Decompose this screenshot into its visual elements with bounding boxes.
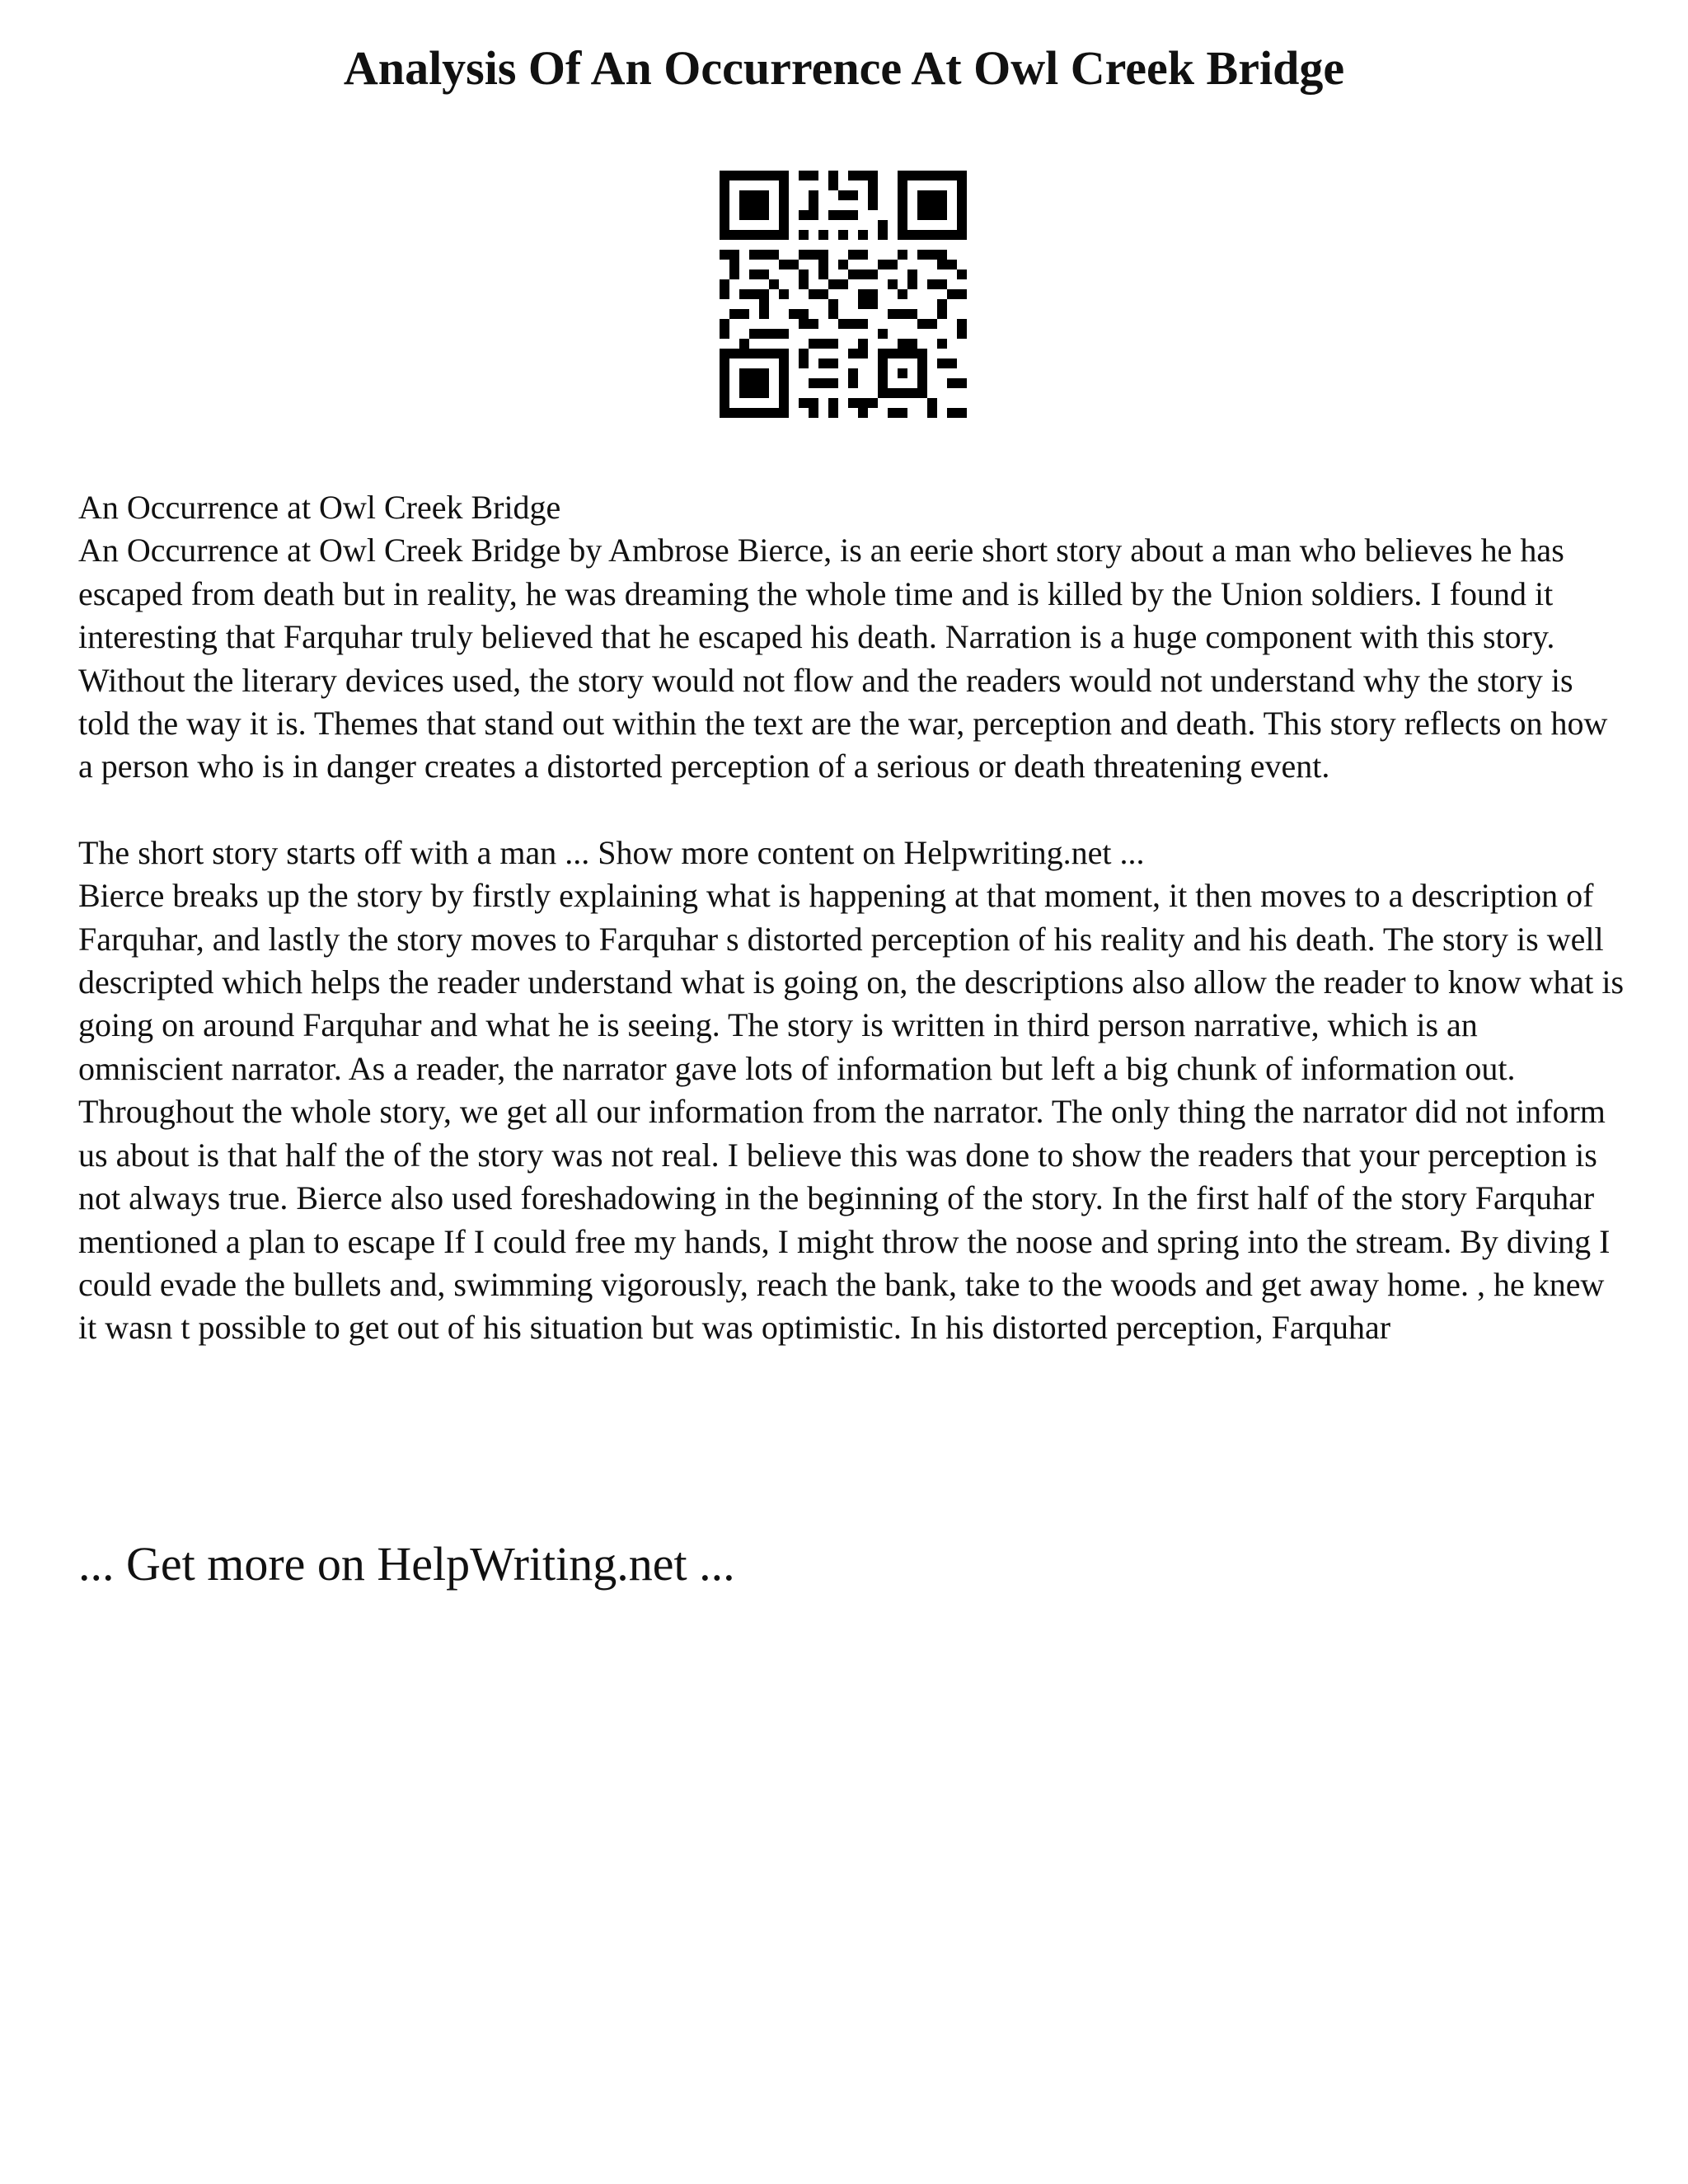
teaser-line: The short story starts off with a man ... Show more content on Helpwriting.net ... xyxy=(78,833,1145,871)
page-title: Analysis Of An Occurrence At Owl Creek Bridge xyxy=(343,41,1345,95)
get-more-link[interactable]: ... Get more on HelpWriting.net ... xyxy=(78,1537,735,1591)
article-subheading: An Occurrence at Owl Creek Bridge xyxy=(78,489,561,526)
intro-paragraph: An Occurrence at Owl Creek Bridge by Ambrose Bierce, is an eerie short story about a man who believes he has escaped from death but in reality, he was dreaming the whole time and is killed by the Union soldiers. I found it interesting that Farquhar truly believed that he escaped his death. Narration is a huge component with this story. Without the literary devices used, the story would not flow and the readers would not understand why the story is told the way it is. Themes that stand out within the text are the war, perception and death. This story reflects on how a person who is in danger creates a distorted perception of a serious or death threatening event. xyxy=(78,532,1608,785)
article-body xyxy=(78,486,1628,1350)
qr-code-icon xyxy=(720,171,967,418)
paragraph-spacer xyxy=(78,789,1628,832)
analysis-paragraph: Bierce breaks up the story by firstly explaining what is happening at that moment, it then moves to a description of Farquhar, and lastly the story moves to Farquhar s distorted perception of his reality and his death. The story is well descripted which helps the reader understand what is going on, the descriptions also allow the reader to know what is going on around Farquhar and what he is seeing. The story is written in third person narrative, which is an omniscient narrator. As a reader, the narrator gave lots of information but left a big chunk of information out. Throughout the whole story, we get all our information from the narrator. The only thing the narrator did not inform us about is that half the of the story was not real. I believe this was done to show the readers that your perception is not always true. Bierce also used foreshadowing in the beginning of the story. In the first half of the story Farquhar mentioned a plan to escape If I could free my hands, I might throw the noose and spring into the stream. By diving I could evade the bullets and, swimming vigorously, reach the bank, take to the woods and get away home. , he knew it wasn t possible to get out of his situation but was optimistic. In his distorted perception, Farquhar xyxy=(78,877,1625,1347)
